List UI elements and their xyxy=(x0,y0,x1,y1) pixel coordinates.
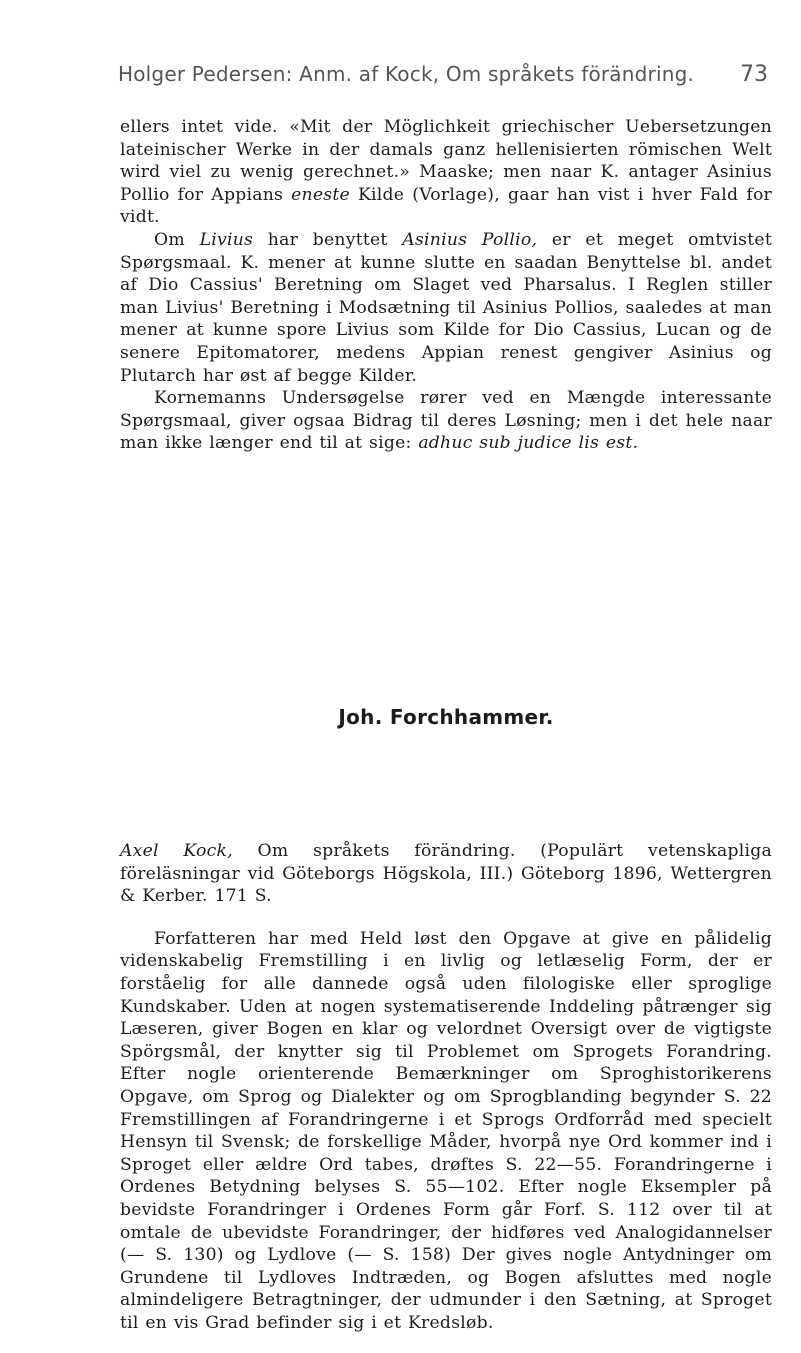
reference-author: Axel Kock, xyxy=(120,841,233,861)
running-header xyxy=(118,62,768,86)
bibliographic-reference: Axel Kock, Om språkets förändring. (Populärt vetenskapliga föreläsningar vid Göteborgs Högskola, III.) Göteborg 1896, Wettergren & Kerber. 171 S. xyxy=(120,841,772,907)
review-kock xyxy=(120,840,772,1334)
paragraph: ellers intet vide. «Mit der Möglichkeit griechischer Uebersetzungen lateinischer Werke in der damals ganz hellenisierten römischen Welt wird viel zu wenig gerechnet.» Maaske; men naar K. antager Asinius Pollio for Appians eneste Kilde (Vorlage), gaar han vist i hver Fald for vidt. xyxy=(120,117,773,228)
header-title: Holger Pedersen: Anm. af Kock, Om språkets förändring. xyxy=(118,62,695,86)
signature: Joh. Forchhammer. xyxy=(338,705,554,729)
paragraph: Om Livius har benyttet Asinius Pollio, er et meget omtvistet Spørgsmaal. K. mener at kunne slutte en saadan Benyttelse bl. andet af Dio Cassius' Beretning om Slaget ved Pharsalus. I Reglen stiller man Livius' Beretning i Modsætning til Asinius Pollios, saaledes at man mener at kunne spore Livius som Kilde for Dio Cassius, Lucan og de senere Epitomatorer, medens Appian renest gengiver Asinius og Plutarch har øst af begge Kilder. xyxy=(120,229,772,386)
paragraph: Kornemanns Undersøgelse rører ved en Mængde interessante Spørgsmaal, giver ogsaa Bidrag til deres Løsning; men i det hele naar man ikke længer end til at sige: adhuc sub judice lis est. xyxy=(120,388,772,454)
review-forchhammer xyxy=(120,116,772,455)
page-number: 73 xyxy=(740,62,768,87)
paragraph: Forfatteren har med Held løst den Opgave at give en pålidelig videnskabelig Fremstilling i en livlig og letlæselig Form, der er forståelig for alle dannede også uden filologiske eller sproglige Kundskaber. Uden at nogen systematiserende Inddeling påtrænger sig Læseren, giver Bogen en klar og velordnet Oversigt over de vigtigste Spörgsmål, der knytter sig til Problemet om Sprogets Forandring. Efter nogle orienterende Bemærkninger om Sproghistorikerens Opgave, om Sprog og Dialekter og om Sprogblanding begynder S. 22 Fremstillingen af Forandringerne i et Sprogs Ordforråd med specielt Hensyn til Svensk; de forskellige Måder, hvorpå nye Ord kommer ind i Sproget eller ældre Ord tabes, drøftes S. 22—55. Forandringerne i Ordenes Betydning belyses S. 55—102. Efter nogle Eksempler på bevidste Forandringer i Ordenes Form går Forf. S. 112 over til at omtale de ubevidste Forandringer, der hidføres ved Analogidannelser (— S. 130) og Lydlove (— S. 158) Der gives nogle Antydninger om Grundene til Lydloves Indtræden, og Bogen afsluttes med nogle almindeligere Betragtninger, der udmunder i den Sætning, at Sproget til en vis Grad befinder sig i et Kredsløb. xyxy=(120,928,772,1333)
